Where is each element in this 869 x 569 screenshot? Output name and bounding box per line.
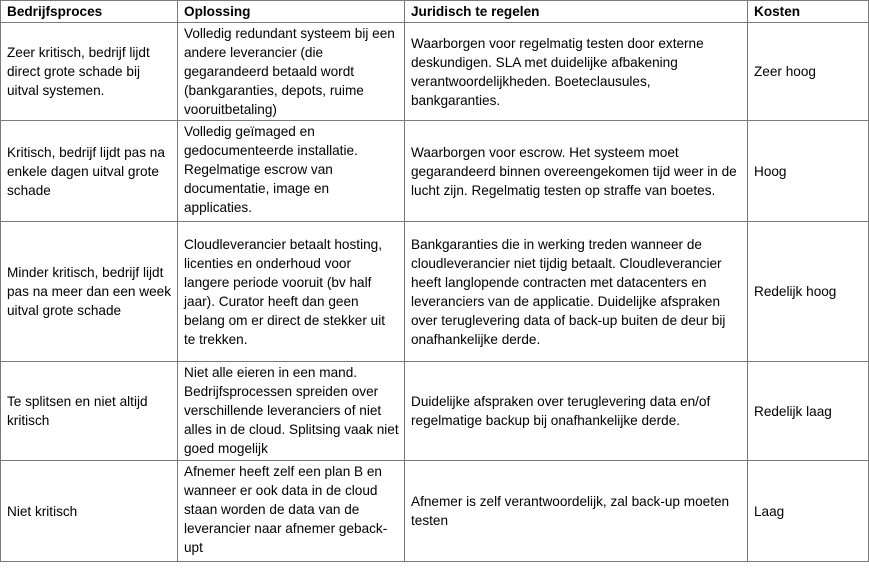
cell-proces: Minder kritisch, bedrijf lijdt pas na meer dan een week uitval grote schade [1, 222, 178, 362]
cell-kosten: Redelijk laag [748, 362, 869, 461]
cell-kosten: Redelijk hoog [748, 222, 869, 362]
cell-oplossing: Volledig redundant systeem bij een andere leverancier (die gegarandeerd betaald wordt (bankgaranties, depots, ruime vooruitbetaling) [178, 23, 405, 121]
cell-proces: Te splitsen en niet altijd kritisch [1, 362, 178, 461]
table-row [1, 23, 869, 121]
cell-oplossing: Niet alle eieren in een mand. Bedrijfsprocessen spreiden over verschillende leveranciers of niet alles in de cloud. Splitsing vaak niet goed mogelijk [178, 362, 405, 461]
table-row [1, 362, 869, 461]
cell-proces: Niet kritisch [1, 461, 178, 562]
cell-juridisch: Afnemer is zelf verantwoordelijk, zal back-up moeten testen [405, 461, 748, 562]
cell-proces: Zeer kritisch, bedrijf lijdt direct grote schade bij uitval systemen. [1, 23, 178, 121]
table-header-row [1, 1, 869, 23]
table-row [1, 461, 869, 562]
header-bedrijfsproces: Bedrijfsproces [1, 1, 178, 23]
table-row [1, 121, 869, 222]
cell-oplossing: Volledig geïmaged en gedocumenteerde installatie. Regelmatige escrow van documentatie, image en applicaties. [178, 121, 405, 222]
header-kosten: Kosten [748, 1, 869, 23]
cell-juridisch: Duidelijke afspraken over teruglevering data en/of regelmatige backup bij onafhankelijke derde. [405, 362, 748, 461]
cell-juridisch: Bankgaranties die in werking treden wanneer de cloudleverancier niet tijdig betaalt. Cloudleverancier heeft langlopende contracten met datacenters en leveranciers van de applicatie. Duidelijke afspraken over teruglevering data of back-up buiten de deur bij onafhankelijke derde. [405, 222, 748, 362]
cell-oplossing: Afnemer heeft zelf een plan B en wanneer er ook data in de cloud staan worden de data van de leverancier naar afnemer geback-upt [178, 461, 405, 562]
cell-oplossing: Cloudleverancier betaalt hosting, licenties en onderhoud voor langere periode vooruit (bv half jaar). Curator heeft dan geen belang om er direct de stekker uit te trekken. [178, 222, 405, 362]
header-juridisch: Juridisch te regelen [405, 1, 748, 23]
cell-kosten: Laag [748, 461, 869, 562]
header-oplossing: Oplossing [178, 1, 405, 23]
cell-juridisch: Waarborgen voor regelmatig testen door externe deskundigen. SLA met duidelijke afbakening verantwoordelijkheden. Boeteclausules, bankgaranties. [405, 23, 748, 121]
cell-juridisch: Waarborgen voor escrow. Het systeem moet gegarandeerd binnen overeengekomen tijd weer in de lucht zijn. Regelmatig testen op straffe van boetes. [405, 121, 748, 222]
table-row [1, 222, 869, 362]
cell-kosten: Zeer hoog [748, 23, 869, 121]
cell-proces: Kritisch, bedrijf lijdt pas na enkele dagen uitval grote schade [1, 121, 178, 222]
cell-kosten: Hoog [748, 121, 869, 222]
